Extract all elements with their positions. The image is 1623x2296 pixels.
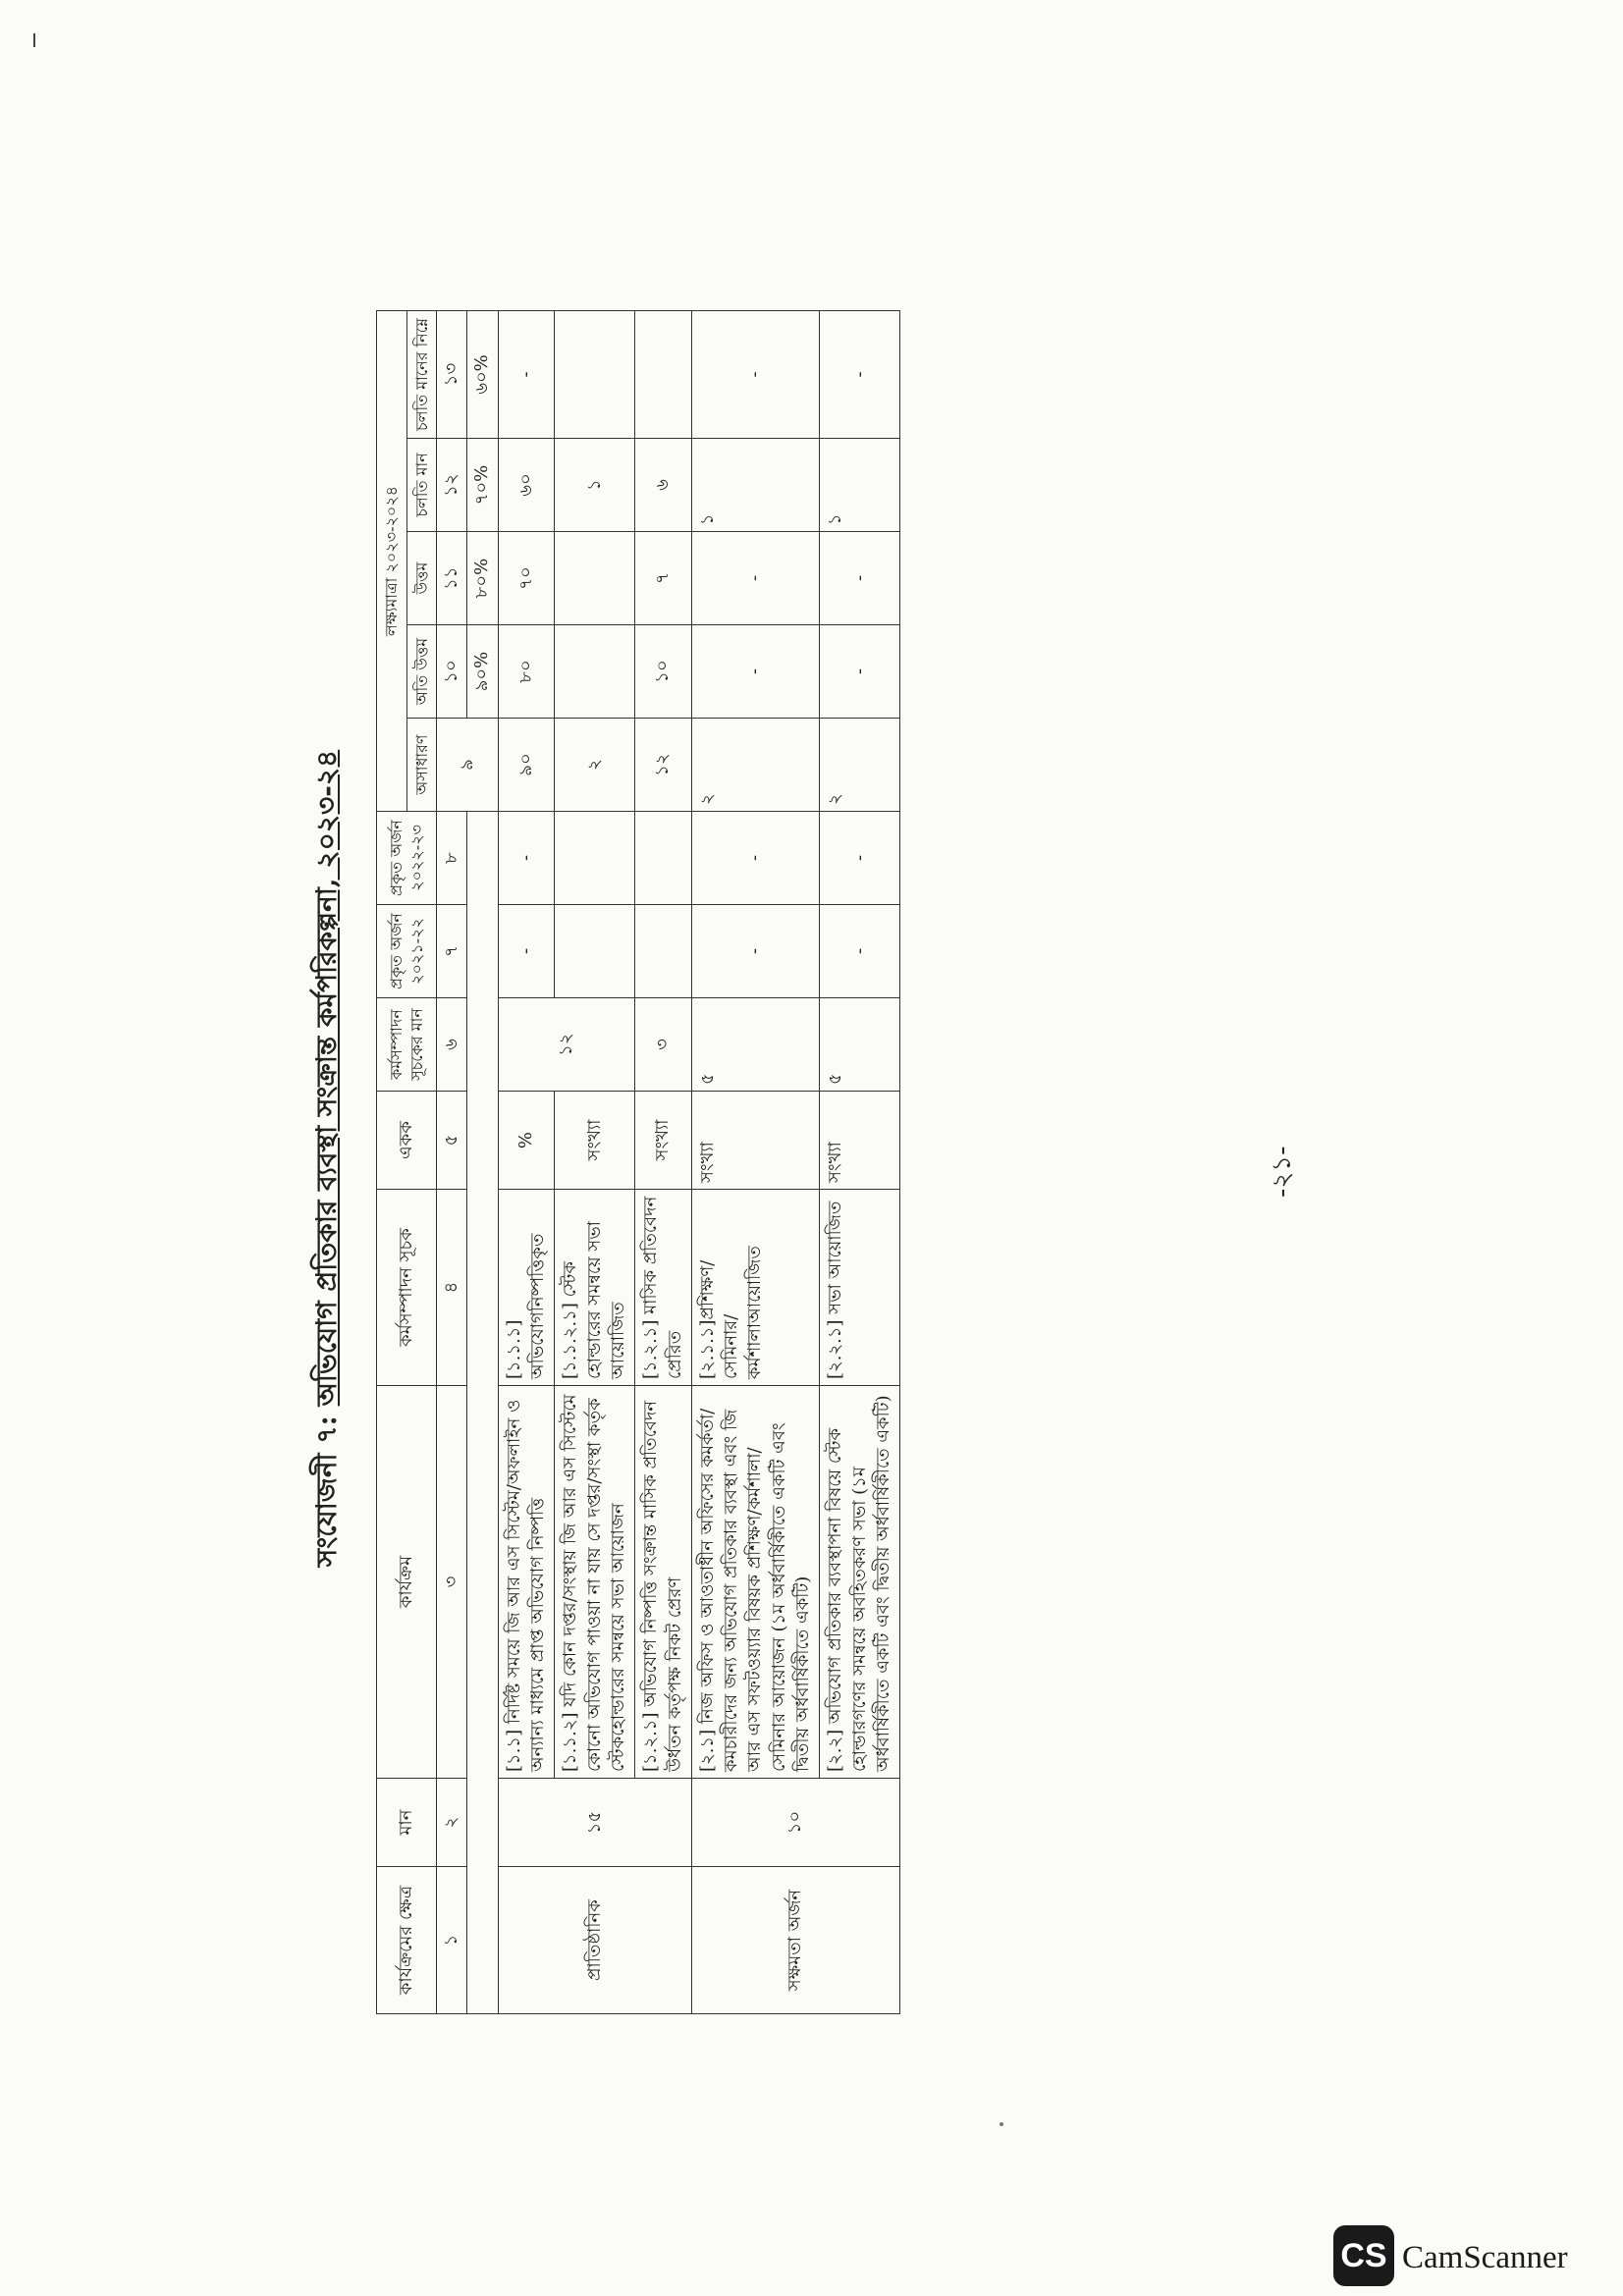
header-actual-2022-23: প্রকৃত অর্জন ২০২২-২৩ [377,812,437,905]
title-prefix: সংযোজনী ৭: [310,1406,343,1568]
percent-spacer [467,812,498,2014]
target-below-fair-cell: - [820,311,900,439]
header-excellent: অসাধারণ [406,719,437,812]
index-cell: ৩ [437,1386,467,1779]
index-row [437,311,467,2014]
page-number: -২১- [1268,1146,1297,1198]
index-cell: ৬ [437,998,467,1092]
actual-2021-22-cell: - [498,905,555,998]
group-area: সক্ষমতা অর্জন [691,1867,899,2014]
table-row [555,311,635,2014]
indicator-mark-cell: ৩ [635,998,692,1092]
target-good-cell: ৭০ [498,532,555,625]
unit-cell: % [498,1092,555,1190]
group-mark: ১০ [691,1779,899,1867]
action-plan-table [376,310,900,2014]
index-cell: ৭ [437,905,467,998]
index-cell: ১০ [437,625,467,719]
indicator-mark-cell: ৫ [820,998,900,1092]
indicator-cell: [১.১.১] অভিযোগনিষ্পত্তিকৃত [498,1190,555,1386]
unit-cell: সংখ্যা [820,1092,900,1190]
header-mark: মান [377,1779,437,1867]
actual-2022-23-cell: - [691,812,819,905]
index-cell: ৪ [437,1190,467,1386]
index-cell: ২ [437,1779,467,1867]
table-row [498,311,555,2014]
target-excellent-cell: ২ [691,719,819,812]
percent-cell: ৭০% [467,439,498,532]
activity-cell: [২.২] অভিযোগ প্রতিকার ব্যবস্থাপনা বিষয়ে স্টেক হোল্ডারগণের সমন্বয়ে অবহিতকরণ সভা (১ম অর্ধবার্ষিকীতে একটি এবং দ্বিতীয় অর্ধবার্ষিকীতে একটি) [820,1386,900,1779]
activity-cell: [১.১] নির্দিষ্ট সময়ে জি আর এস সিস্টেম/অফলাইন ও অন্যান্য মাধ্যমে প্রাপ্ত অভিযোগ নিষ্পত্তি [498,1386,555,1779]
index-cell: ১১ [437,532,467,625]
group-mark: ১৫ [498,1779,691,1867]
target-fair-cell: ৬০ [498,439,555,532]
header-target-group: লক্ষ্যমাত্রা ২০২৩-২০২৪ [377,311,407,812]
percent-cell: ৮০% [467,532,498,625]
table-row [820,311,900,2014]
index-cell: ৮ [437,812,467,905]
index-cell: ১৩ [437,311,467,439]
target-very-good-cell: - [820,625,900,719]
target-excellent-cell: ২ [555,719,635,812]
activity-cell: [২.১] নিজ অফিস ও আওতাধীন অফিসের কমর্কর্তা/কমচারীদের জন্য অভিযোগ প্রতিকার ব্যবস্থা এবং জি আর এস সফটওয়্যার বিষয়ক প্রশিক্ষণ/কর্মশালা/সেমিনার আয়োজন (১ম অর্ধবার্ষিকীতে একটি এবং দ্বিতীয় অর্ধবার্ষিকীতে একটি) [691,1386,819,1779]
indicator-cell: [২.১.১]প্রশিক্ষণ/সেমিনার/কর্মশালাআয়োজিত [691,1190,819,1386]
index-cell: ৯ [437,719,499,812]
actual-2021-22-cell [555,905,635,998]
actual-2022-23-cell: - [820,812,900,905]
header-good: উত্তম [406,532,437,625]
target-excellent-cell: ১২ [635,719,692,812]
target-fair-cell: ৬ [635,439,692,532]
actual-2021-22-cell [635,905,692,998]
index-cell: ১২ [437,439,467,532]
target-excellent-cell: ২ [820,719,900,812]
target-fair-cell: ১ [691,439,819,532]
target-below-fair-cell: - [498,311,555,439]
target-very-good-cell: - [691,625,819,719]
title-main: অভিযোগ প্রতিকার ব্যবস্থা সংক্রান্ত কর্মপরিকল্পনা, ২০২৩-২৪ [310,749,343,1407]
indicator-cell: [২.২.১] সভা আয়োজিত [820,1190,900,1386]
group-area: প্রাতিষ্ঠানিক [498,1867,691,2014]
indicator-mark-cell: ১২ [498,998,634,1092]
target-very-good-cell [555,625,635,719]
header-below-fair: চলতি মানের নিম্নে [406,311,437,439]
header-very-good: অতি উত্তম [406,625,437,719]
target-below-fair-cell [635,311,692,439]
indicator-cell: [১.২.১] মাসিক প্রতিবেদন প্রেরিত [635,1190,692,1386]
target-good-cell: ৭ [635,532,692,625]
target-below-fair-cell [555,311,635,439]
target-fair-cell: ১ [820,439,900,532]
unit-cell: সংখ্যা [635,1092,692,1190]
header-indicator: কর্মসম্পাদন সূচক [377,1190,437,1386]
actual-2021-22-cell: - [691,905,819,998]
percent-cell: ৬০% [467,311,498,439]
target-fair-cell: ১ [555,439,635,532]
header-fair: চলতি মান [406,439,437,532]
table-row [635,311,692,2014]
index-cell: ১ [437,1867,467,2014]
actual-2021-22-cell: - [820,905,900,998]
camscanner-logo-icon: CS [1333,2225,1394,2286]
header-indicator-mark: কর্মসম্পাদন সূচকের মান [377,998,437,1092]
target-good-cell [555,532,635,625]
stray-scan-dot [1000,2122,1003,2126]
indicator-mark-cell: ৫ [691,998,819,1092]
index-cell: ৫ [437,1092,467,1190]
actual-2022-23-cell [555,812,635,905]
actual-2022-23-cell: - [498,812,555,905]
page-title [305,226,352,2091]
target-below-fair-cell: - [691,311,819,439]
target-good-cell: - [820,532,900,625]
target-excellent-cell: ৯০ [498,719,555,812]
header-row-top [377,311,407,2014]
indicator-cell: [১.১.২.১] স্টেক হোল্ডারের সমন্বয়ে সভা আয়োজিত [555,1190,635,1386]
header-unit: একক [377,1092,437,1190]
header-activity: কার্যক্রম [377,1386,437,1779]
unit-cell: সংখ্যা [691,1092,819,1190]
unit-cell: সংখ্যা [555,1092,635,1190]
header-area: কার্যক্রমের ক্ষেত্র [377,1867,437,2014]
rotated-page-content [272,226,1391,2091]
target-good-cell: - [691,532,819,625]
stray-scan-mark [33,33,35,47]
camscanner-watermark: CamScanner [1402,2240,1568,2275]
table-row [691,311,819,2014]
activity-cell: [১.২.১] অভিযোগ নিষ্পত্তি সংক্রান্ত মাসিক প্রতিবেদন উর্ধতন কর্তৃপক্ষ নিকট প্রেরণ [635,1386,692,1779]
header-actual-2021-22: প্রকৃত অর্জন ২০২১-২২ [377,905,437,998]
actual-2022-23-cell [635,812,692,905]
percent-cell: ৯০% [467,625,498,719]
target-very-good-cell: ১০ [635,625,692,719]
activity-cell: [১.১.২] যদি কোন দপ্তর/সংস্থায় জি আর এস সিস্টেমে কোনো অভিযোগ পাওয়া না যায় সে দপ্তর/সংস্থা কর্তৃক স্টেকহোল্ডারের সমন্বয়ে সভা আয়োজন [555,1386,635,1779]
percent-row [467,311,498,2014]
target-very-good-cell: ৮০ [498,625,555,719]
